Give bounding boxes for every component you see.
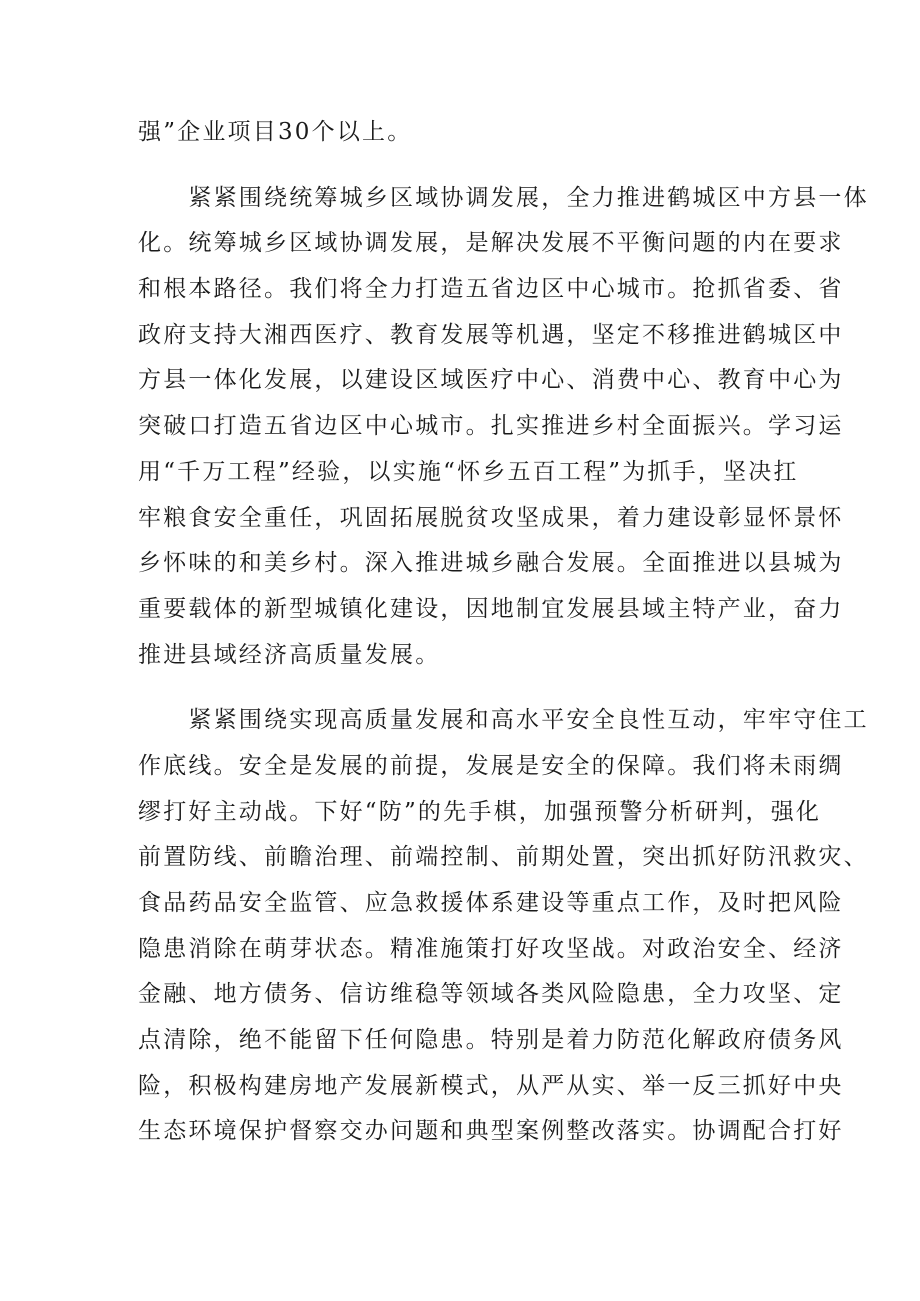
text-line: 前置防线、前瞻治理、前端控制、前期处置，突出抓好防汛救灾、: [138, 844, 869, 871]
text-line: 化。统筹城乡区域协调发展，是解决发展不平衡问题的内在要求: [138, 230, 844, 257]
text-line: 强”企业项目30个以上。: [138, 119, 413, 145]
paragraph-gap: [138, 678, 798, 698]
text-line: 作底线。安全是发展的前提，发展是安全的保障。我们将未雨绸: [138, 752, 844, 779]
document-body: [138, 110, 869, 1155]
text-line: 食品药品安全监管、应急救援体系建设等重点工作，及时把风险: [138, 890, 844, 916]
text-line: 隐患消除在萌芽状态。精准施策打好攻坚战。对政治安全、经济: [138, 935, 844, 962]
text-line: 推进县域经济高质量发展。: [138, 641, 441, 668]
text-line: 缪打好主动战。下好“防”的先手棋，加强预警分析研判，强化: [138, 798, 822, 825]
text-line: 紧紧围绕实现高质量发展和高水平安全良性互动，牢牢守住工: [138, 707, 869, 734]
text-line: 金融、地方债务、信访维稳等领域各类风险隐患，全力攻坚、定: [138, 981, 844, 1008]
text-line: 突破口打造五省边区中心城市。扎实推进乡村全面振兴。学习运: [138, 413, 844, 440]
text-line: 和根本路径。我们将全力打造五省边区中心城市。抢抓省委、省: [138, 276, 844, 303]
text-line: 乡怀味的和美乡村。深入推进城乡融合发展。全面推进以县城为: [138, 550, 844, 577]
text-line: 政府支持大湘西医疗、教育发展等机遇，坚定不移推进鹤城区中: [138, 321, 844, 348]
text-line: 用“千万工程”经验，以实施“怀乡五百工程”为抓手，坚决扛: [138, 458, 799, 485]
text-line: 险，积极构建房地产发展新模式，从严从实、举一反三抓好中央: [138, 1072, 844, 1099]
text-line: 重要载体的新型城镇化建设，因地制宜发展县域主特产业，奋力: [138, 595, 844, 622]
text-line: 点清除，绝不能留下任何隐患。特别是着力防范化解政府债务风: [138, 1027, 844, 1054]
text-line: 方县一体化发展，以建设区域医疗中心、消费中心、教育中心为: [138, 367, 844, 394]
text-line: 紧紧围绕统筹城乡区域协调发展，全力推进鹤城区中方县一体: [138, 184, 869, 211]
paragraph-gap: [138, 156, 798, 176]
text-line: 生态环境保护督察交办问题和典型案例整改落实。协调配合打好: [138, 1118, 844, 1145]
text-line: 牢粮食安全重任，巩固拓展脱贫攻坚成果，着力建设彰显怀景怀: [138, 504, 844, 531]
